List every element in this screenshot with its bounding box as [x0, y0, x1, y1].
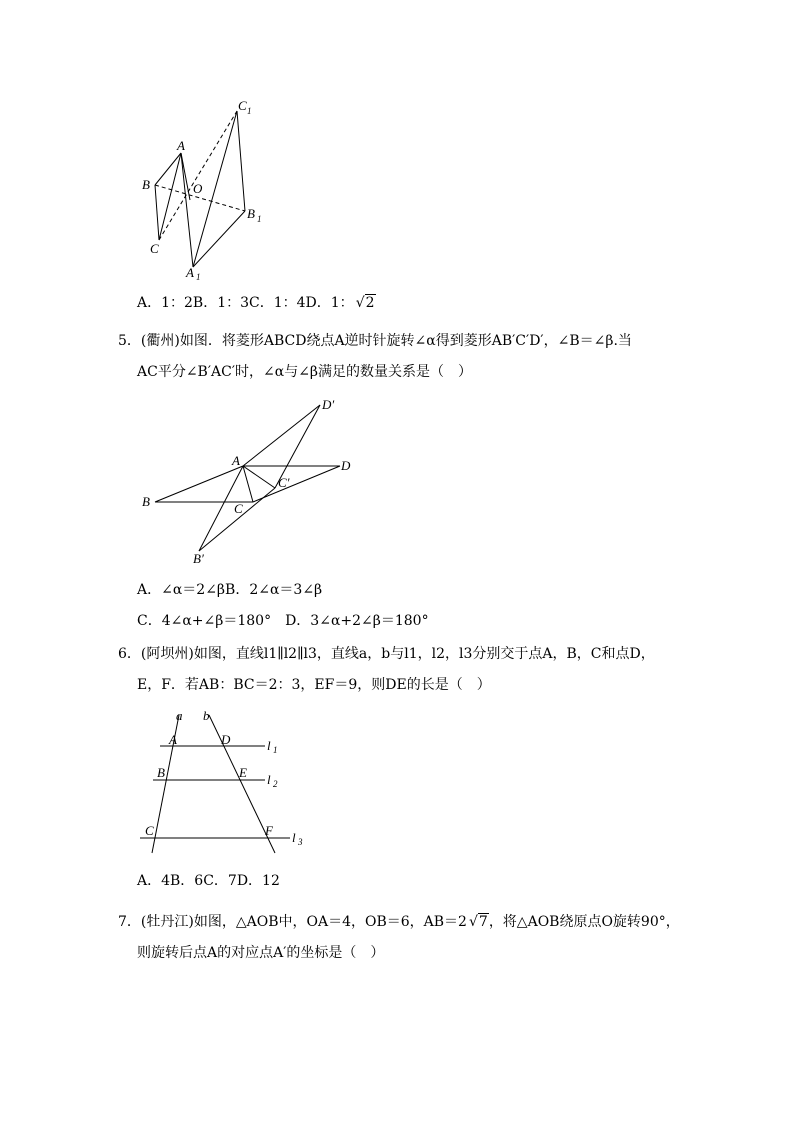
label-B: B [142, 494, 150, 509]
q7-stem-line1: 7．(牡丹江)如图，△AOB中，OA＝4，OB＝6，AB＝2 √7，将△AOB绕原点O旋转90°， [118, 914, 680, 930]
label-C1: C [238, 98, 247, 113]
label-C: C [145, 823, 154, 838]
segment-A-A1 [181, 153, 193, 267]
segment-BC [155, 185, 159, 240]
label-B: B [157, 765, 165, 780]
q5-stem-line2: AC平分∠B′AC′时，∠α与∠β满足的数量关系是（ ） [137, 364, 473, 380]
q4-figure [135, 95, 275, 285]
label-C-prime: C′ [278, 475, 290, 490]
label-F: F [265, 823, 273, 838]
svg-text:1: 1 [257, 214, 262, 224]
q6-options: A．4B．6C．7D．12 [137, 873, 280, 889]
label-l3: l [292, 830, 296, 845]
sqrt-symbol: √2 [355, 295, 375, 311]
label-A: A [232, 453, 240, 468]
label-B1: B [247, 206, 255, 221]
q5-stem-line1: 5．(衢州)如图．将菱形ABCD绕点A逆时针旋转∠α得到菱形AB′C′D′，∠B＝∠β.当 [118, 333, 632, 349]
label-A1: A [186, 265, 194, 280]
label-a: a [176, 708, 183, 723]
svg-text:1: 1 [273, 745, 278, 755]
label-B: B [142, 177, 150, 192]
q5-figure [135, 393, 365, 568]
q6-figure [135, 705, 310, 860]
label-l2: l [267, 772, 271, 787]
q6-stem-line2: E，F．若AB：BC＝2：3，EF＝9，则DE的长是（ ） [137, 677, 491, 693]
label-D-prime: D′ [322, 397, 335, 412]
label-C: C [234, 501, 243, 516]
label-l1: l [267, 738, 271, 753]
segment-C1B1 [237, 111, 245, 211]
q4-options: A．1：2B．1：3C．1：4D．1： √2 [137, 295, 375, 311]
svg-text:3: 3 [298, 837, 303, 847]
label-C: C [150, 241, 159, 256]
dashed-C-C1 [159, 111, 237, 240]
svg-text:2: 2 [273, 779, 278, 789]
label-E: E [239, 765, 247, 780]
q5-options-line1: A．∠α＝2∠βB．2∠α＝3∠β [137, 582, 323, 598]
label-D: D [341, 458, 351, 473]
svg-text:1: 1 [196, 272, 201, 282]
label-B-prime: B′ [193, 551, 204, 566]
label-A: A [169, 732, 177, 747]
label-D: D [221, 732, 231, 747]
q7-stem-line2: 则旋转后点A的对应点A′的坐标是（ ） [137, 945, 385, 961]
label-O: O [193, 181, 203, 196]
label-A: A [177, 138, 185, 153]
svg-text:1: 1 [247, 106, 252, 116]
label-b: b [203, 708, 210, 723]
q6-stem-line1: 6．(阿坝州)如图，直线l1∥l2∥l3，直线a，b与l1，l2，l3分别交于点A，B，C和点D， [118, 646, 655, 662]
sqrt-symbol: √7 [468, 914, 488, 930]
q5-options-line2: C．4∠α+∠β＝180° D．3∠α+2∠β＝180° [137, 613, 429, 629]
